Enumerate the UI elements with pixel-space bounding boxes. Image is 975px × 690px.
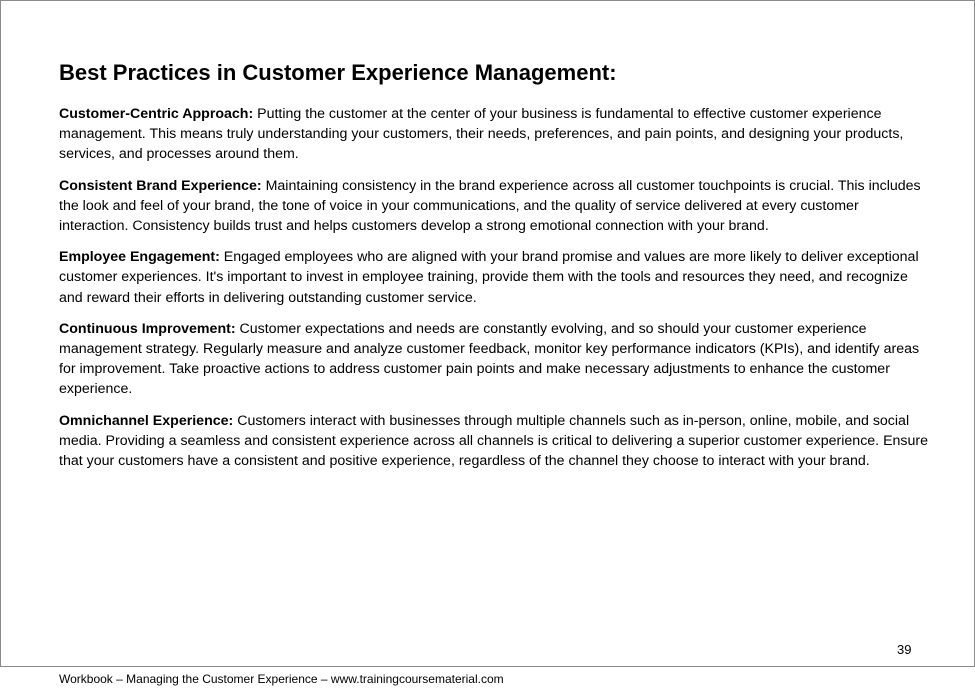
section-heading: Customer-Centric Approach: [59, 106, 254, 122]
page-footer: Workbook – Managing the Customer Experience – www.trainingcoursematerial.com [59, 672, 504, 686]
section-heading: Omnichannel Experience: [59, 412, 234, 429]
page-number: 39 [897, 642, 912, 657]
section-employee-engagement [59, 247, 929, 308]
section-heading: Employee Engagement: [59, 249, 220, 266]
section-consistent-brand [59, 176, 929, 237]
section-body: Customers interact with businesses through multiple channels such as in-person, online, mobile, and social media. Providing a seamless and consistent experience across all channels is critical to delivering a superior customer experience. Ensure that your customers have a consistent and positive experience, regardless of the channel they choose to interact with your brand. [59, 412, 929, 470]
page-title: Best Practices in Customer Experience Management: [59, 60, 617, 85]
sections-container [59, 104, 929, 482]
section-heading: Continuous Improvement: [59, 320, 236, 337]
section-body: Engaged employees who are aligned with your brand promise and values are more likely to deliver exceptional customer experiences. It's important to invest in employee training, provide them with the tools and resources they need, and recognize and reward their efforts in delivering outstanding customer service. [59, 249, 919, 306]
section-continuous-improvement [59, 319, 929, 400]
section-omnichannel [59, 411, 929, 472]
section-body: Customer expectations and needs are constantly evolving, and so should your customer experience management strategy. Regularly measure and analyze customer feedback, monitor key performance indicators (KPIs), and identify areas for improvement. Take proactive actions to address customer pain points and make necessary adjustments to enhance the customer experience. [59, 320, 920, 398]
section-customer-centric [59, 104, 929, 165]
section-body: Putting the customer at the center of your business is fundamental to effective customer experience management. This means truly understanding your customers, their needs, preferences, and pain points, and designing your products, services, and processes around them. [59, 106, 904, 163]
section-body: Maintaining consistency in the brand experience across all customer touchpoints is crucial. This includes the look and feel of your brand, the tone of voice in your communications, and the quality of service delivered at every customer interaction. Consistency builds trust and helps customers develop a strong emotional connection with your brand. [59, 177, 921, 235]
section-heading: Consistent Brand Experience: [59, 177, 262, 194]
